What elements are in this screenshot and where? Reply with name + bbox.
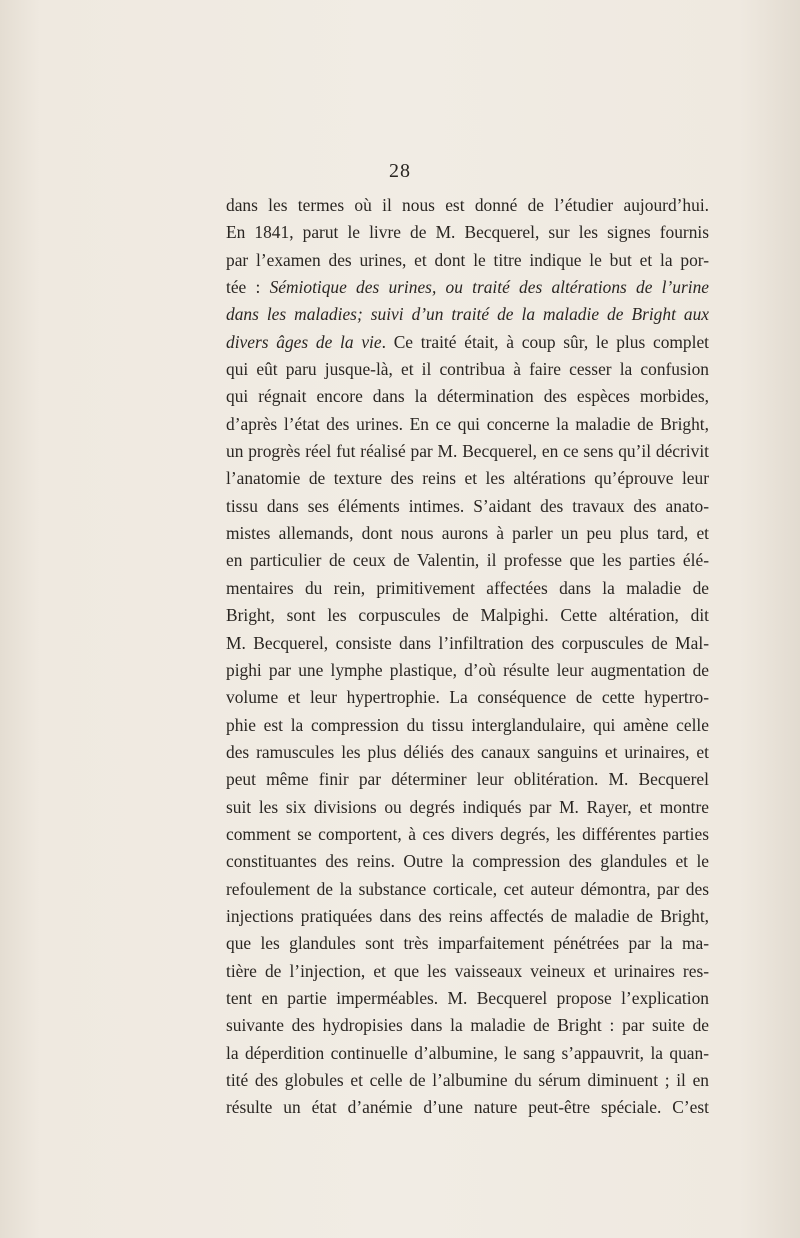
book-title-part: divers âges de la vie (226, 331, 382, 352)
text-line: En 1841, parut le livre de M. Becquerel, sur les signes fournis (226, 222, 709, 243)
page-number: 28 (389, 160, 411, 182)
text-line: des ramuscules les plus déliés des canaux sanguins et urinaires, et (226, 741, 709, 762)
text-line: dans les termes où il nous est donné de l’étudier aujourd’hui. (226, 195, 709, 215)
text-line-title (226, 301, 709, 328)
text-fragment: tée : (226, 277, 270, 298)
text-line: un progrès réel fut réalisé par M. Becquerel, en ce sens qu’il décrivit (226, 441, 709, 462)
text-line: tière de l’injection, et que les vaisseaux veineux et urinaires res- (226, 960, 709, 981)
text-line: qui eût paru jusque-là, et il contribua à faire cesser la confusion (226, 359, 709, 380)
text-line: phie est la compression du tissu interglandulaire, qui amène celle (226, 714, 709, 735)
text-line: Bright, sont les corpuscules de Malpighi. Cette altération, dit (226, 605, 709, 626)
body-text (226, 192, 709, 1122)
text-line: comment se comportent, à ces divers degrés, les différentes parties (226, 823, 709, 844)
text-line: qui régnait encore dans la détermination des espèces morbides, (226, 386, 709, 407)
text-line: M. Becquerel, consiste dans l’infiltration des corpuscules de Mal- (226, 632, 709, 653)
text-line-title-end (226, 329, 709, 356)
text-line: peut même finir par déterminer leur oblitération. M. Becquerel (226, 769, 709, 790)
text-line: la déperdition continuelle d’albumine, le sang s’appauvrit, la quan- (226, 1042, 709, 1063)
text-line: résulte un état d’anémie d’une nature peut-être spéciale. C’est (226, 1097, 709, 1118)
text-line: tent en partie imperméables. M. Becquerel propose l’explication (226, 987, 709, 1008)
book-title-part: dans les maladies; suivi d’un traité de la maladie de Bright aux (226, 304, 709, 325)
text-line: en particulier de ceux de Valentin, il professe que les parties élé- (226, 550, 709, 571)
book-title-part: Sémiotique des urines, ou traité des altérations de l’urine (269, 277, 710, 298)
text-line: mistes allemands, dont nous aurons à parler un peu plus tard, et (226, 523, 709, 544)
text-line: suivante des hydropisies dans la maladie de Bright : par suite de (226, 1015, 709, 1036)
text-line: injections pratiquées dans des reins affectés de maladie de Bright, (226, 905, 709, 926)
text-line: l’anatomie de texture des reins et les altérations qu’éprouve leur (226, 468, 709, 489)
text-line: tissu dans ses éléments intimes. S’aidant des travaux des anato- (226, 495, 709, 516)
text-line-title-start (226, 274, 709, 301)
text-line: pighi par une lymphe plastique, d’où résulte leur augmentation de (226, 659, 709, 680)
text-line: tité des globules et celle de l’albumine du sérum diminuent ; il en (226, 1070, 709, 1090)
text-line: par l’examen des urines, et dont le titre indique le but et la por- (226, 249, 709, 270)
text-line: volume et leur hypertrophie. La conséquence de cette hypertro- (226, 687, 709, 708)
text-line: refoulement de la substance corticale, cet auteur démontra, par des (226, 878, 709, 899)
text-line: suit les six divisions ou degrés indiqués par M. Rayer, et montre (226, 796, 709, 817)
text-line: mentaires du rein, primitivement affectées dans la maladie de (226, 577, 709, 598)
text-fragment: . Ce traité était, à coup sûr, le plus complet (381, 331, 709, 352)
text-line: que les glandules sont très imparfaitement pénétrées par la ma- (226, 933, 709, 954)
text-line: d’après l’état des urines. En ce qui concerne la maladie de Bright, (226, 413, 709, 434)
text-line: constituantes des reins. Outre la compression des glandules et le (226, 851, 709, 872)
